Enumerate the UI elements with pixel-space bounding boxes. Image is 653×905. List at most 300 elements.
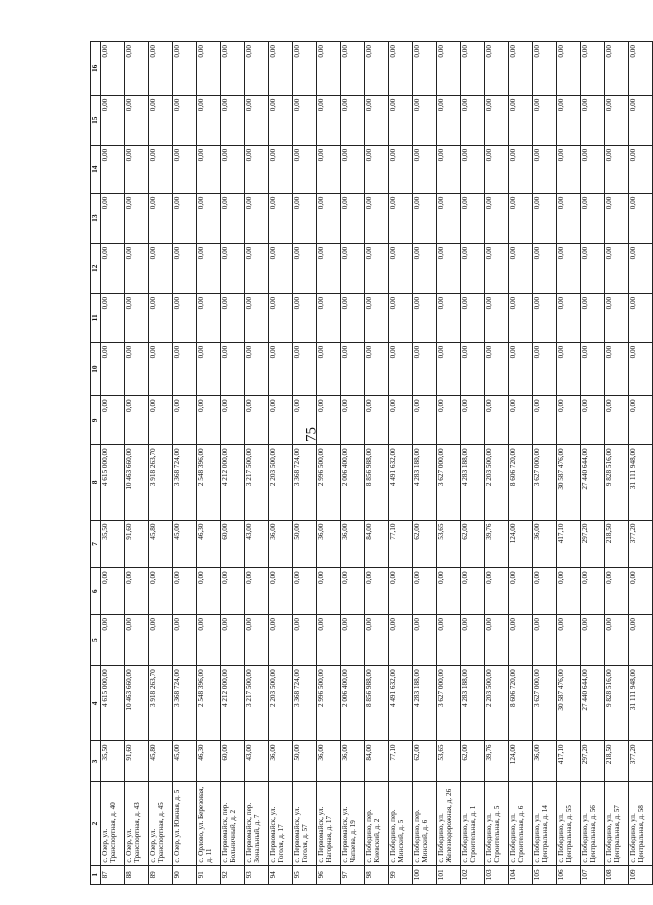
data-table: [90, 41, 653, 885]
table-cell: 0,00: [485, 293, 509, 342]
table-cell: 8 606 720,00: [509, 445, 533, 520]
table-cell: 0,00: [629, 293, 653, 342]
table-cell: с. Победино, пер. Минский, д. 5: [389, 782, 413, 865]
table-cell: 2 203 500,00: [269, 666, 293, 741]
table-cell: 0,00: [197, 42, 221, 96]
header-cell: 11: [91, 293, 101, 342]
table-cell: 0,00: [173, 95, 197, 145]
table-cell: 4 491 632,00: [389, 445, 413, 520]
table-cell: с. Первомайск, ул. Нагорная, д. 17: [317, 782, 341, 865]
table-cell: 8 856 988,00: [365, 445, 389, 520]
table-cell: 417,10: [557, 520, 581, 568]
table-cell: 0,00: [101, 145, 125, 193]
table-cell: 0,00: [461, 568, 485, 615]
table-cell: 124,00: [509, 741, 533, 782]
table-cell: 0,00: [341, 243, 365, 293]
table-cell: 0,00: [605, 42, 629, 96]
table-cell: 2 006 400,00: [341, 445, 365, 520]
table-cell: 0,00: [269, 243, 293, 293]
table-cell: с. Победино, пер. Киевский, д. 2: [365, 782, 389, 865]
table-cell: 0,00: [149, 293, 173, 342]
table-cell: 0,00: [173, 293, 197, 342]
table-cell: 8 606 720,00: [509, 666, 533, 741]
table-cell: 53,65: [437, 741, 461, 782]
table-cell: 0,00: [149, 145, 173, 193]
table-cell: 2 996 500,00: [317, 666, 341, 741]
table-row: [629, 42, 653, 885]
table-row: [101, 42, 125, 885]
table-cell: 0,00: [437, 568, 461, 615]
table-cell: 0,00: [269, 95, 293, 145]
table-cell: 95: [293, 865, 317, 884]
table-cell: 3 918 263,70: [149, 445, 173, 520]
table-row: [221, 42, 245, 885]
table-cell: с. Первомайск, пер. Больничный, д. 2: [221, 782, 245, 865]
table-cell: 0,00: [437, 293, 461, 342]
table-cell: 0,00: [269, 568, 293, 615]
table-cell: 0,00: [509, 568, 533, 615]
table-cell: 0,00: [317, 568, 341, 615]
table-cell: 2 548 396,00: [197, 445, 221, 520]
table-row: [581, 42, 605, 885]
table-cell: 0,00: [197, 145, 221, 193]
table-row: [341, 42, 365, 885]
table-cell: 0,00: [485, 95, 509, 145]
table-cell: 0,00: [173, 342, 197, 396]
table-cell: 0,00: [173, 243, 197, 293]
table-cell: 377,20: [629, 520, 653, 568]
table-cell: 218,50: [605, 741, 629, 782]
table-cell: 0,00: [197, 615, 221, 666]
table-cell: 0,00: [317, 342, 341, 396]
table-cell: 0,00: [269, 342, 293, 396]
table-cell: 0,00: [317, 243, 341, 293]
table-cell: 0,00: [197, 95, 221, 145]
table-cell: 0,00: [557, 342, 581, 396]
table-cell: 43,00: [245, 520, 269, 568]
table-cell: 0,00: [557, 615, 581, 666]
table-cell: 0,00: [173, 568, 197, 615]
table-cell: 0,00: [581, 145, 605, 193]
table-cell: 0,00: [509, 145, 533, 193]
table-cell: 0,00: [365, 42, 389, 96]
table-cell: 0,00: [173, 42, 197, 96]
table-cell: 35,50: [101, 741, 125, 782]
table-cell: 0,00: [461, 293, 485, 342]
header-cell: 5: [91, 615, 101, 666]
table-cell: 31 111 948,00: [629, 445, 653, 520]
table-cell: 0,00: [509, 293, 533, 342]
table-cell: 0,00: [341, 145, 365, 193]
table-cell: 46,30: [197, 741, 221, 782]
table-cell: 2 203 500,00: [485, 445, 509, 520]
table-row: [245, 42, 269, 885]
table-cell: 3 217 500,00: [245, 666, 269, 741]
table-cell: 4 283 188,00: [413, 666, 437, 741]
table-cell: 62,00: [461, 520, 485, 568]
table-cell: 2 996 500,00: [317, 445, 341, 520]
table-cell: 2 203 500,00: [485, 666, 509, 741]
table-cell: 97: [341, 865, 365, 884]
table-cell: 36,00: [533, 741, 557, 782]
table-cell: 107: [581, 865, 605, 884]
table-cell: 0,00: [125, 243, 149, 293]
table-cell: 89: [149, 865, 173, 884]
table-cell: 0,00: [341, 396, 365, 445]
table-cell: 0,00: [245, 145, 269, 193]
table-cell: 0,00: [317, 615, 341, 666]
table-cell: 96: [317, 865, 341, 884]
table-cell: с. Победино, ул. Центральная, д. 58: [629, 782, 653, 865]
table-cell: 0,00: [485, 396, 509, 445]
table-cell: 50,00: [293, 741, 317, 782]
table-cell: 0,00: [221, 193, 245, 243]
table-cell: 124,00: [509, 520, 533, 568]
table-cell: 3 368 724,00: [293, 445, 317, 520]
table-cell: 0,00: [509, 243, 533, 293]
table-cell: 0,00: [173, 615, 197, 666]
table-cell: 0,00: [197, 342, 221, 396]
table-cell: 106: [557, 865, 581, 884]
table-cell: 0,00: [533, 293, 557, 342]
table-cell: 0,00: [293, 42, 317, 96]
table-cell: 0,00: [581, 615, 605, 666]
table-cell: 31 111 948,00: [629, 666, 653, 741]
table-row: [149, 42, 173, 885]
table-cell: 0,00: [389, 95, 413, 145]
table-cell: 0,00: [533, 145, 557, 193]
table-cell: 0,00: [533, 193, 557, 243]
table-cell: 0,00: [389, 193, 413, 243]
table-cell: 10 463 660,00: [125, 666, 149, 741]
table-cell: 0,00: [533, 396, 557, 445]
table-cell: 0,00: [317, 145, 341, 193]
table-cell: 0,00: [149, 396, 173, 445]
table-cell: 0,00: [581, 396, 605, 445]
table-row: [317, 42, 341, 885]
table-cell: 3 627 000,00: [437, 666, 461, 741]
table-cell: 60,00: [221, 741, 245, 782]
table-cell: 88: [125, 865, 149, 884]
table-cell: 0,00: [317, 193, 341, 243]
table-cell: 0,00: [557, 193, 581, 243]
table-cell: 3 627 000,00: [437, 445, 461, 520]
table-cell: 0,00: [149, 568, 173, 615]
table-cell: 62,00: [413, 520, 437, 568]
table-cell: 0,00: [269, 615, 293, 666]
table-cell: 0,00: [437, 145, 461, 193]
table-cell: 0,00: [197, 568, 221, 615]
table-cell: 0,00: [245, 193, 269, 243]
table-cell: 0,00: [533, 615, 557, 666]
table-cell: 0,00: [557, 568, 581, 615]
header-row: [91, 42, 101, 885]
table-cell: с. Озер, ул. Транспортная, д. 40: [101, 782, 125, 865]
table-cell: 0,00: [533, 42, 557, 96]
table-cell: 105: [533, 865, 557, 884]
table-cell: 102: [461, 865, 485, 884]
table-row: [557, 42, 581, 885]
table-cell: 0,00: [293, 293, 317, 342]
table-cell: 0,00: [389, 293, 413, 342]
table-cell: 0,00: [341, 193, 365, 243]
table-cell: 93: [245, 865, 269, 884]
table-cell: 4 283 188,00: [461, 666, 485, 741]
table-row: [533, 42, 557, 885]
table-cell: 0,00: [389, 42, 413, 96]
table-cell: 0,00: [293, 193, 317, 243]
table-cell: 0,00: [293, 243, 317, 293]
header-cell: 3: [91, 741, 101, 782]
table-cell: 0,00: [221, 95, 245, 145]
table-cell: 91: [197, 865, 221, 884]
table-cell: с. Победино, ул. Центральная, д. 14: [533, 782, 557, 865]
table-cell: с. Первомайск, ул. Гоголя, д. 17: [269, 782, 293, 865]
table-cell: 0,00: [413, 293, 437, 342]
table-cell: 0,00: [509, 193, 533, 243]
table-cell: 0,00: [509, 95, 533, 145]
table-cell: 0,00: [485, 568, 509, 615]
table-cell: 36,00: [341, 741, 365, 782]
table-cell: 0,00: [125, 145, 149, 193]
table-row: [413, 42, 437, 885]
table-cell: 0,00: [365, 615, 389, 666]
rotated-table-container: [90, 41, 646, 885]
table-cell: 0,00: [101, 396, 125, 445]
table-row: [485, 42, 509, 885]
table-cell: 0,00: [629, 568, 653, 615]
table-cell: с. Первомайск, ул. Чапаева, д. 19: [341, 782, 365, 865]
table-cell: 0,00: [221, 568, 245, 615]
table-cell: 0,00: [605, 396, 629, 445]
table-cell: 0,00: [413, 568, 437, 615]
table-cell: с. Озер, ул. Транспортная, д. 45: [149, 782, 173, 865]
table-cell: 0,00: [389, 145, 413, 193]
table-cell: 0,00: [197, 243, 221, 293]
table-cell: 3 627 000,00: [533, 445, 557, 520]
table-cell: 0,00: [245, 243, 269, 293]
header-cell: 6: [91, 568, 101, 615]
table-cell: 98: [365, 865, 389, 884]
table-cell: 0,00: [413, 95, 437, 145]
table-cell: 0,00: [437, 95, 461, 145]
table-cell: 0,00: [101, 193, 125, 243]
table-cell: 92: [221, 865, 245, 884]
table-cell: 109: [629, 865, 653, 884]
table-cell: 0,00: [221, 396, 245, 445]
table-cell: 0,00: [125, 293, 149, 342]
table-cell: 0,00: [365, 293, 389, 342]
table-cell: 3 627 000,00: [533, 666, 557, 741]
table-cell: 43,00: [245, 741, 269, 782]
table-row: [605, 42, 629, 885]
table-cell: 0,00: [605, 243, 629, 293]
table-cell: 0,00: [557, 243, 581, 293]
table-cell: 36,00: [269, 741, 293, 782]
table-cell: 0,00: [341, 42, 365, 96]
table-cell: 0,00: [269, 42, 293, 96]
table-cell: 0,00: [581, 193, 605, 243]
table-cell: 0,00: [293, 95, 317, 145]
table-cell: 0,00: [125, 396, 149, 445]
table-cell: с. Победино, ул. Центральная, д. 55: [557, 782, 581, 865]
table-cell: 0,00: [221, 293, 245, 342]
table-cell: 0,00: [149, 342, 173, 396]
table-cell: 417,10: [557, 741, 581, 782]
table-cell: 53,65: [437, 520, 461, 568]
table-row: [389, 42, 413, 885]
table-cell: 0,00: [581, 293, 605, 342]
table-cell: 0,00: [605, 193, 629, 243]
table-cell: 0,00: [461, 342, 485, 396]
table-cell: 0,00: [101, 615, 125, 666]
table-cell: 0,00: [101, 293, 125, 342]
table-cell: 0,00: [365, 342, 389, 396]
table-cell: 0,00: [461, 396, 485, 445]
table-cell: 0,00: [605, 342, 629, 396]
table-cell: 8 856 988,00: [365, 666, 389, 741]
table-cell: 0,00: [293, 615, 317, 666]
table-cell: 0,00: [317, 396, 341, 445]
table-cell: 0,00: [269, 293, 293, 342]
table-cell: с. Озер, ул. Транспортная, д. 43: [125, 782, 149, 865]
table-cell: 0,00: [509, 396, 533, 445]
table-cell: 0,00: [557, 42, 581, 96]
table-cell: 0,00: [341, 568, 365, 615]
table-cell: с. Орлово, ул. Березовая, д. 11: [197, 782, 221, 865]
table-cell: 0,00: [221, 42, 245, 96]
table-cell: 0,00: [509, 42, 533, 96]
table-cell: 0,00: [413, 243, 437, 293]
table-cell: 0,00: [245, 293, 269, 342]
table-cell: 39,76: [485, 520, 509, 568]
table-cell: 3 918 263,70: [149, 666, 173, 741]
table-cell: 0,00: [245, 396, 269, 445]
table-cell: 0,00: [317, 95, 341, 145]
table-cell: 35,50: [101, 520, 125, 568]
table-cell: 0,00: [101, 342, 125, 396]
table-cell: 0,00: [269, 193, 293, 243]
table-cell: 0,00: [629, 615, 653, 666]
table-cell: 0,00: [149, 42, 173, 96]
table-cell: 45,00: [173, 520, 197, 568]
table-row: [269, 42, 293, 885]
table-cell: 0,00: [365, 243, 389, 293]
page-number: 75: [303, 427, 320, 442]
table-cell: 0,00: [293, 342, 317, 396]
table-cell: 36,00: [317, 520, 341, 568]
table-cell: 2 006 400,00: [341, 666, 365, 741]
table-cell: 0,00: [437, 615, 461, 666]
table-cell: с. Победино, ул. Строительная, д. 6: [509, 782, 533, 865]
table-cell: 36,00: [533, 520, 557, 568]
table-cell: 0,00: [389, 342, 413, 396]
table-cell: 0,00: [197, 396, 221, 445]
table-cell: 0,00: [125, 615, 149, 666]
table-cell: 45,80: [149, 741, 173, 782]
table-cell: 0,00: [389, 568, 413, 615]
table-cell: 0,00: [293, 396, 317, 445]
table-cell: с. Озер, ул. Южная, д. 5: [173, 782, 197, 865]
header-cell: 7: [91, 520, 101, 568]
table-cell: 0,00: [461, 95, 485, 145]
table-cell: 62,00: [413, 741, 437, 782]
table-cell: 4 212 000,00: [221, 666, 245, 741]
table-cell: 0,00: [269, 396, 293, 445]
table-cell: 0,00: [557, 145, 581, 193]
table-cell: 0,00: [149, 243, 173, 293]
table-cell: 0,00: [485, 193, 509, 243]
table-cell: 0,00: [125, 342, 149, 396]
table-row: [437, 42, 461, 885]
table-cell: 0,00: [629, 95, 653, 145]
table-cell: 297,20: [581, 741, 605, 782]
table-cell: 0,00: [293, 568, 317, 615]
table-row: [509, 42, 533, 885]
table-cell: 0,00: [293, 145, 317, 193]
table-cell: 62,00: [461, 741, 485, 782]
table-cell: 0,00: [485, 243, 509, 293]
table-row: [461, 42, 485, 885]
table-cell: 27 440 644,00: [581, 445, 605, 520]
table-cell: 3 368 724,00: [173, 666, 197, 741]
table-cell: 0,00: [533, 568, 557, 615]
table-cell: 0,00: [485, 42, 509, 96]
table-cell: 297,20: [581, 520, 605, 568]
table-cell: 0,00: [221, 243, 245, 293]
header-cell: 15: [91, 95, 101, 145]
table-cell: 0,00: [245, 95, 269, 145]
table-cell: 4 212 000,00: [221, 445, 245, 520]
table-cell: 0,00: [485, 145, 509, 193]
table-cell: 0,00: [173, 145, 197, 193]
table-cell: 0,00: [437, 396, 461, 445]
table-cell: 108: [605, 865, 629, 884]
table-cell: 0,00: [125, 95, 149, 145]
table-cell: 0,00: [629, 42, 653, 96]
table-cell: 0,00: [389, 615, 413, 666]
table-cell: 0,00: [413, 193, 437, 243]
table-cell: 4 491 632,00: [389, 666, 413, 741]
table-cell: 0,00: [389, 243, 413, 293]
header-cell: 1: [91, 865, 101, 884]
table-cell: 45,00: [173, 741, 197, 782]
table-cell: 10 463 660,00: [125, 445, 149, 520]
table-cell: 2 203 500,00: [269, 445, 293, 520]
table-cell: 27 440 644,00: [581, 666, 605, 741]
table-cell: 0,00: [365, 95, 389, 145]
table-cell: 0,00: [125, 568, 149, 615]
table-cell: с. Победино, ул. Строительная, д. 1: [461, 782, 485, 865]
table-cell: 0,00: [149, 615, 173, 666]
table-cell: 0,00: [461, 615, 485, 666]
table-cell: 0,00: [221, 342, 245, 396]
header-cell: 9: [91, 396, 101, 445]
header-cell: 13: [91, 193, 101, 243]
table-cell: 0,00: [509, 342, 533, 396]
table-cell: 77,10: [389, 741, 413, 782]
table-cell: 46,30: [197, 520, 221, 568]
table-cell: 87: [101, 865, 125, 884]
header-cell: 4: [91, 666, 101, 741]
table-cell: 0,00: [365, 568, 389, 615]
table-cell: 0,00: [605, 95, 629, 145]
table-cell: 84,00: [365, 741, 389, 782]
table-cell: 0,00: [101, 95, 125, 145]
table-cell: 0,00: [413, 396, 437, 445]
table-cell: 0,00: [341, 95, 365, 145]
table-cell: 0,00: [221, 145, 245, 193]
